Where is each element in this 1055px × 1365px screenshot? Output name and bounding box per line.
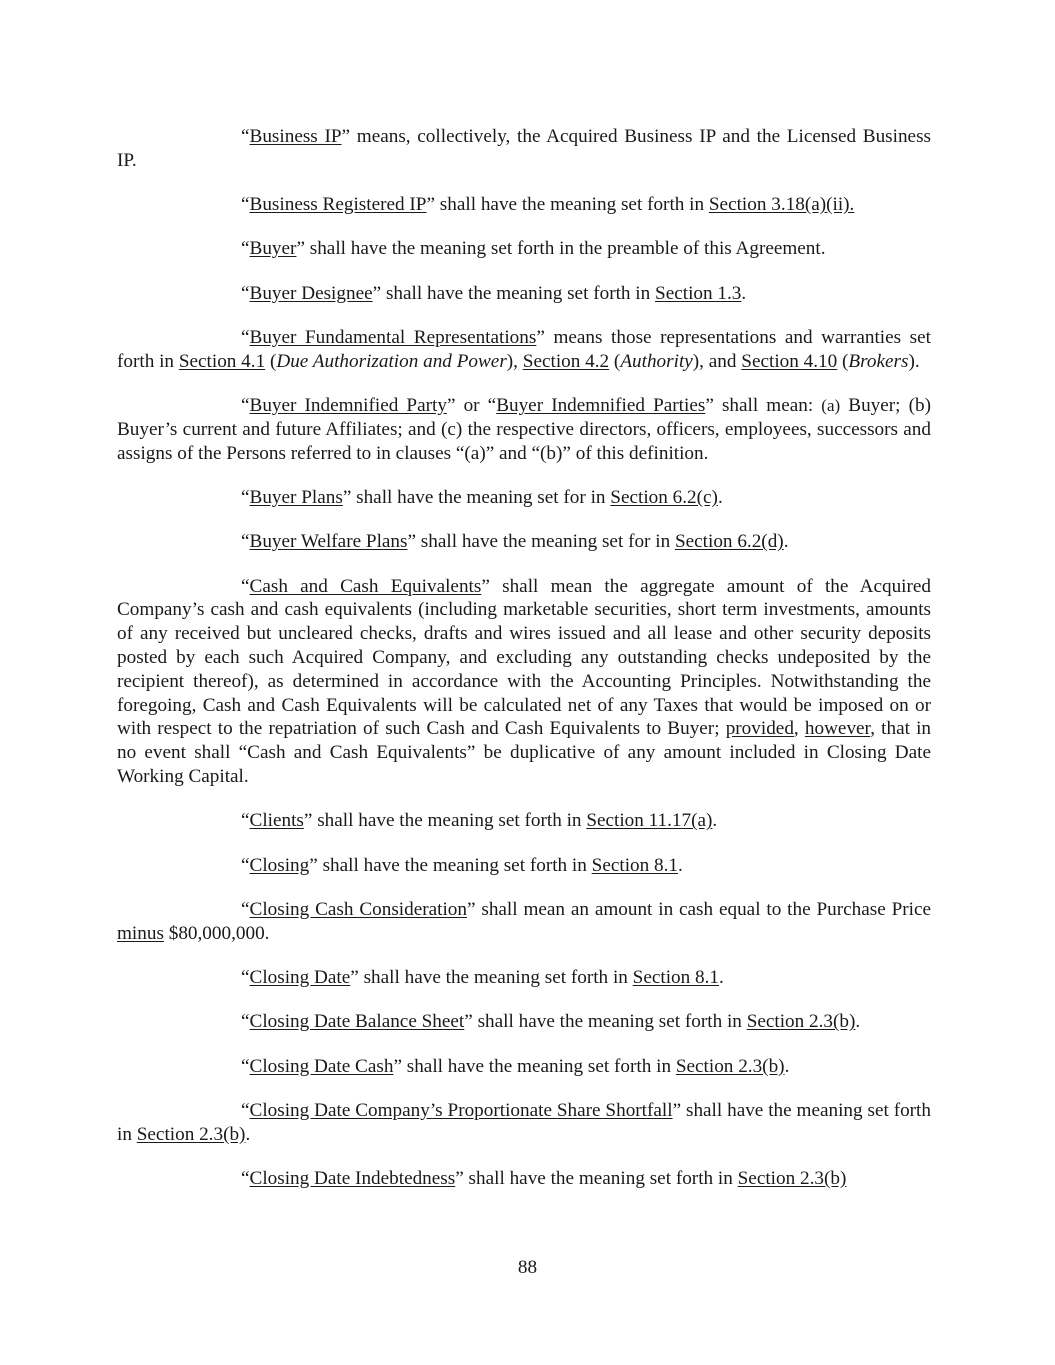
underlined-term: Business Registered IP	[249, 194, 427, 216]
definition-buyer	[117, 237, 931, 261]
definition-clients	[117, 809, 931, 833]
document-page	[117, 125, 931, 1191]
italic-term: Authority	[620, 350, 693, 372]
underlined-term: Closing Date	[249, 966, 351, 988]
text-segment: ” means those representations and warranties set forth in	[117, 326, 931, 372]
definition-buyer-welfare-plans	[117, 530, 931, 554]
text-segment: ” shall have the meaning set forth in	[350, 966, 633, 988]
text-segment: ), and	[692, 350, 742, 372]
text-segment: .	[741, 282, 747, 304]
page-number: 88	[517, 1257, 538, 1278]
definition-closing-date-cash	[117, 1055, 931, 1079]
text-segment: .	[717, 486, 723, 508]
text-segment: ” shall mean the aggregate amount of the Acquired Company’s cash and cash equivalents (including marketable securities, short term investments, amounts of any received but uncleared checks, drafts and wires issued and all lease and other security deposits posted by each such Acquired Company, and excluding any outstanding checks undeposited by the recipient thereof), as determined in accordance with the Accounting Principles. Notwithstanding the foregoing, Cash and Cash Equivalents will be calculated net of any Taxes that would be imposed on or with respect to the repatriation of such Cash and Cash Equivalents to Buyer;	[117, 575, 932, 740]
text-segment: “	[241, 486, 250, 508]
underlined-term: Buyer Welfare Plans	[249, 531, 408, 553]
underlined-term: Section 6.2(c)	[610, 486, 718, 508]
text-segment: ,	[793, 718, 805, 740]
text-segment: ” shall mean:	[705, 395, 822, 417]
text-segment: (a)	[821, 396, 841, 416]
text-segment: “	[241, 1055, 250, 1077]
underlined-term: however	[804, 718, 871, 740]
text-segment: “	[241, 575, 250, 597]
definition-buyer-fundamental-representations	[117, 326, 931, 374]
text-segment: ” shall have the meaning set forth in	[464, 1011, 747, 1033]
definition-closing-date-balance-sheet	[117, 1010, 931, 1034]
text-segment: ” shall have the meaning set forth in	[117, 1099, 931, 1145]
text-segment: “	[241, 395, 250, 417]
text-segment: ” shall have the meaning set forth in	[309, 854, 592, 876]
definition-closing-date	[117, 966, 931, 990]
text-segment: ” means, collectively, the Acquired Business IP and the Licensed Business IP.	[117, 126, 932, 171]
text-segment: “	[241, 194, 250, 216]
text-segment: ” shall have the meaning set forth in	[426, 194, 709, 216]
underlined-term: Section 2.3(b)	[136, 1123, 246, 1145]
definition-cash-and-cash-equivalents	[117, 575, 931, 789]
text-segment: Buyer; (b) Buyer’s current and future Affiliates; and (c) the respective directors, officers, employees, successors and assigns of the Persons referred to in clauses “(a)” and “(b)” of this definition.	[117, 395, 931, 464]
text-segment: (	[837, 350, 849, 372]
text-segment: “	[241, 282, 250, 304]
underlined-term: Buyer Fundamental Representations	[249, 326, 537, 348]
text-segment: .	[712, 810, 718, 832]
italic-term: Due Authorization and Power	[276, 350, 507, 372]
text-segment: ).	[908, 350, 920, 372]
underlined-term: Clients	[249, 810, 304, 832]
underlined-term: minus	[117, 922, 164, 944]
underlined-term: Section 3.18(a)(ii).	[708, 194, 855, 216]
text-segment: ” shall have the meaning set forth in	[455, 1167, 738, 1189]
text-segment: .	[783, 531, 789, 553]
text-segment: “	[241, 810, 250, 832]
underlined-term: Closing Date Indebtedness	[249, 1167, 456, 1189]
text-segment: “	[241, 966, 250, 988]
text-segment: ” or “	[446, 395, 497, 417]
text-segment: (	[265, 350, 277, 372]
definition-buyer-designee	[117, 282, 931, 306]
underlined-term: Section 2.3(b)	[675, 1055, 785, 1077]
underlined-term: Closing	[249, 854, 310, 876]
definition-business-ip	[117, 125, 931, 173]
underlined-term: Closing Date Cash	[249, 1055, 394, 1077]
definition-buyer-indemnified-party	[117, 394, 931, 465]
text-segment: ),	[506, 350, 523, 372]
underlined-term: Section 11.17(a)	[586, 810, 713, 832]
text-segment: ” shall have the meaning set forth in the preamble of this Agreement.	[296, 238, 826, 260]
text-segment: ” shall have the meaning set forth in	[372, 282, 656, 304]
text-segment: ” shall have the meaning set for in	[407, 531, 675, 553]
definition-closing	[117, 854, 931, 878]
underlined-term: Buyer Plans	[249, 486, 343, 508]
text-segment: .	[855, 1011, 861, 1033]
text-segment: , that in no event shall “Cash and Cash Equivalents” be duplicative of any amount included in Closing Date Working Capital.	[117, 718, 932, 787]
text-segment: “	[241, 531, 250, 553]
text-segment: .	[784, 1055, 790, 1077]
text-segment: $80,000,000.	[163, 922, 270, 944]
underlined-term: Business IP	[249, 126, 342, 147]
underlined-term: Section 4.2	[522, 350, 610, 372]
text-segment: “	[241, 898, 250, 920]
text-segment: “	[241, 1011, 250, 1033]
definition-closing-date-indebtedness	[117, 1167, 931, 1191]
definition-buyer-plans	[117, 486, 931, 510]
underlined-term: Buyer Indemnified Party	[249, 395, 447, 417]
underlined-term: Section 2.3(b)	[737, 1167, 847, 1189]
definition-closing-date-company-proportionate-share-shortfall	[117, 1099, 931, 1147]
definition-business-registered-ip	[117, 193, 931, 217]
text-segment: “	[241, 1099, 250, 1121]
underlined-term: Closing Cash Consideration	[249, 898, 467, 920]
underlined-term: provided	[725, 718, 794, 740]
text-segment: “	[241, 238, 250, 260]
text-segment: .	[719, 966, 724, 988]
text-segment: ” shall mean an amount in cash equal to the Purchase Price	[466, 898, 932, 920]
text-segment: “	[241, 1167, 250, 1189]
text-segment: (	[609, 350, 621, 372]
text-segment: “	[241, 126, 250, 147]
underlined-term: Section 8.1	[591, 854, 678, 876]
text-segment: ” shall have the meaning set for in	[342, 486, 611, 508]
underlined-term: Buyer Designee	[249, 282, 373, 304]
underlined-term: Section 2.3(b)	[746, 1011, 856, 1033]
underlined-term: Buyer Indemnified Parties	[496, 395, 706, 417]
text-segment: ” shall have the meaning set forth in	[393, 1055, 676, 1077]
underlined-term: Buyer	[249, 238, 297, 260]
text-segment: .	[678, 854, 683, 876]
underlined-term: Closing Date Balance Sheet	[249, 1011, 465, 1033]
text-segment: “	[241, 854, 250, 876]
underlined-term: Section 6.2(d)	[674, 531, 784, 553]
text-segment: .	[245, 1123, 251, 1145]
text-segment: ” shall have the meaning set forth in	[303, 810, 587, 832]
italic-term: Brokers	[848, 350, 909, 372]
underlined-term: Closing Date Company’s Proportionate Share Shortfall	[249, 1099, 673, 1121]
underlined-term: Section 8.1	[632, 966, 720, 988]
definition-closing-cash-consideration	[117, 898, 931, 946]
underlined-term: Section 1.3	[655, 282, 742, 304]
underlined-term: Section 4.10	[741, 350, 838, 372]
underlined-term: Cash and Cash Equivalents	[249, 575, 482, 597]
text-segment: “	[241, 326, 250, 348]
underlined-term: Section 4.1	[178, 350, 266, 372]
